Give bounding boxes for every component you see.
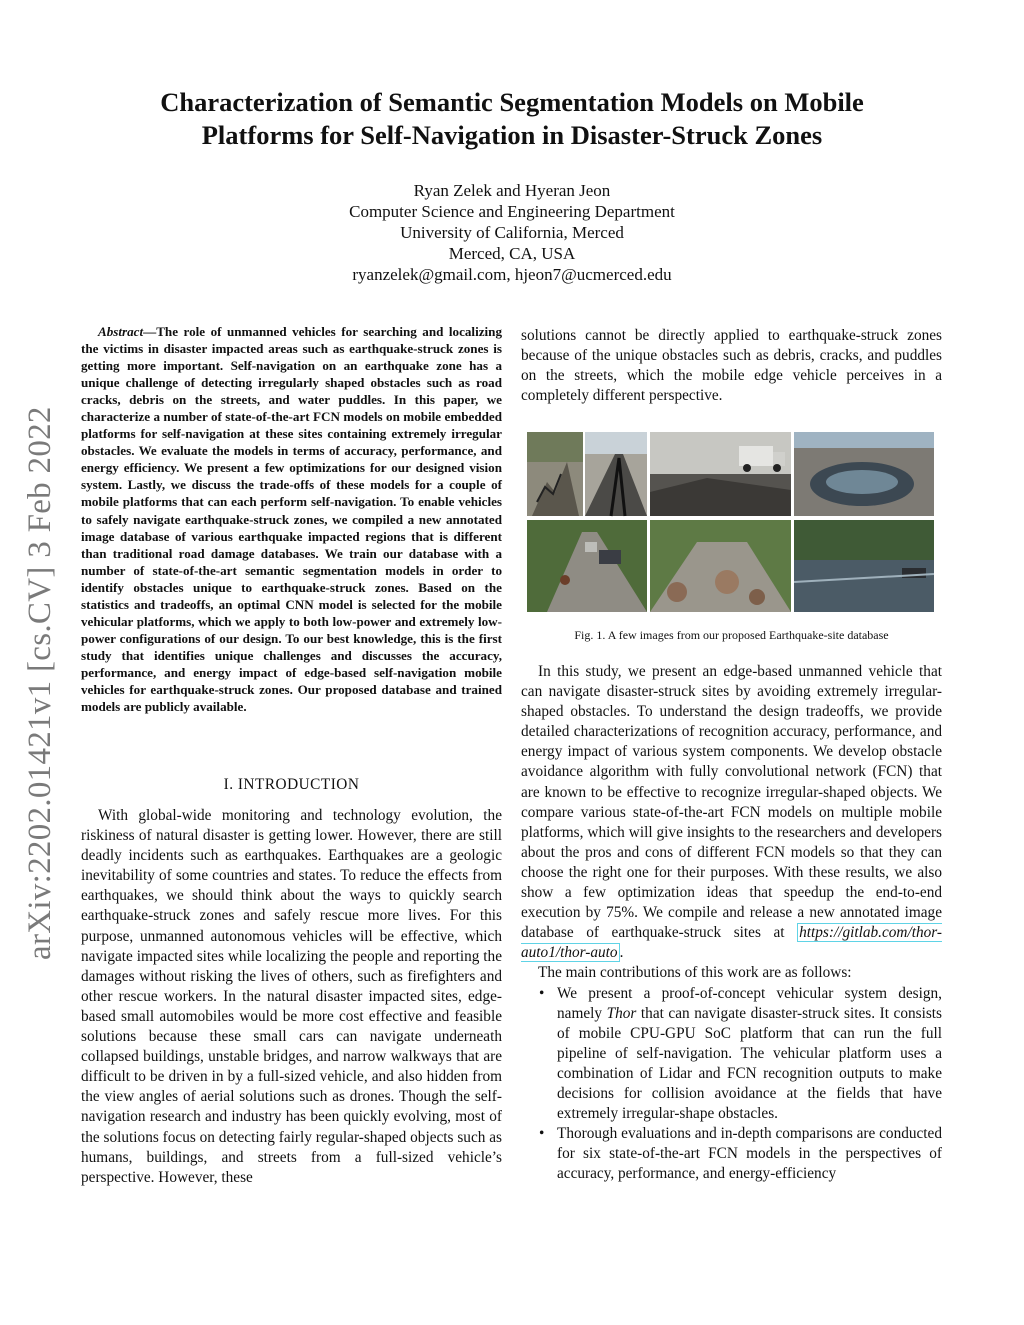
photo-sinkhole-puddle <box>794 432 934 516</box>
right-continuation-paragraph: solutions cannot be directly applied to earthquake-struck zones because of the unique obstacles such as debris, cracks, and puddles on the streets, which the mobile edge vehicle perceives in a completely different perspective. <box>521 327 942 405</box>
arxiv-identifier-stamp: arXiv:2202.01421v1 [cs.CV] 3 Feb 2022 <box>22 406 58 960</box>
contribution-1-post: that can navigate disaster-struck sites. It consists of mobile CPU-GPU SoC platform that can run the full pipeline of self-navigation. The vehicular platform uses a combination of Lidar and FCN recognition outputs to make decisions for collision avoidance at the fields that have extremely irregular-shape obstacles. <box>557 1004 942 1123</box>
list-item <box>521 984 942 1125</box>
photo-flooded-street <box>794 520 934 612</box>
author-location: Merced, CA, USA <box>448 244 576 263</box>
system-name: Thor <box>606 1004 637 1022</box>
contributions-intro: The main contributions of this work are as follows: <box>538 964 852 982</box>
figure-photo-mosaic <box>527 432 937 612</box>
right-column-top <box>521 326 942 406</box>
abstract <box>81 323 502 715</box>
photo-road-crack <box>527 432 583 516</box>
author-department: Computer Science and Engineering Department <box>349 202 675 221</box>
bullet-icon: • <box>539 1125 545 1143</box>
abstract-text: —The role of unmanned vehicles for searching and localizing the victims in disaster impacted areas such as earthquake-struck zones is getting more important. Self-navigation on an earthquake zone has a unique challenge of detecting irregularly shaped obstacles such as road cracks, debris on the streets, and water puddles. In this paper, we characterize a number of state-of-the-art FCN models on mobile embedded platforms for self-navigation at these sites containing extremely irregular obstacles. We evaluate the models in terms of accuracy, performance, and energy efficiency. We present a few optimizations for our designed vision system. Lastly, we discuss the trade-offs of these models for a couple of mobile platforms that can each perform self-navigation. To enable vehicles to safely navigate earthquake-struck zones, we compiled a new annotated image database of various earthquake impacted regions that is different than traditional road damage databases. We train our database with a number of state-of-the-art semantic segmentation models in order to identify obstacles unique to earthquake-struck zones. Based on the statistics and tradeoffs, an optimal CNN model is selected for the mobile vehicular platforms, which we apply to both low-power and extremely low-power configurations of our design. To our best knowledge, this is the first study that identifies unique challenges and discusses the accuracy, performance, and energy impact of edge-based self-navigation mobile vehicles for earthquake-struck zones. Our proposed database and trained models are publicly available. <box>81 324 502 715</box>
contribution-2: Thorough evaluations and in-depth comparisons are conducted for six state-of-the-art FCN models in the perspectives of accuracy, performance, and energy-efficiency <box>557 1125 942 1183</box>
photo-rescue-road <box>527 520 647 612</box>
study-text: In this study, we present an edge-based unmanned vehicle that can navigate disaster-struck sites by avoiding extremely irregular-shaped obstacles. To understand the design tradeoffs, we provide detailed characterizations of recognition accuracy, performance, and energy impact of various system components. We develop obstacle avoidance algorithm with fully convolutional network (FCN) that are known to be effective to recognize irregular-shaped objects. We compare various state-of-the-art FCN models on multiple mobile platforms, which will give insights to the researchers and developers about the pros and cons of different FCN models so that they can choose the right one for their purposes. With these results, we also show a few optimization ideas that speedup the end-to-end execution by 75%. We compile and release a new annotated image database of earthquake-struck sites at <box>521 663 942 942</box>
photo-collapsed-road-truck <box>650 432 791 516</box>
author-block <box>80 180 944 285</box>
paper-title <box>80 86 944 152</box>
author-university: University of California, Merced <box>400 223 624 242</box>
contributions-list <box>521 984 942 1185</box>
photo-split-road <box>585 432 647 516</box>
list-item <box>521 1124 942 1184</box>
photo-rockfall <box>650 520 791 612</box>
author-emails: ryanzelek@gmail.com, hjeon7@ucmerced.edu <box>352 265 672 284</box>
title-line-1: Characterization of Semantic Segmentation Models on Mobile <box>160 87 864 117</box>
contribution-1-pre: We present a proof-of-concept vehicular system design, namely <box>557 984 942 1022</box>
intro-column-left <box>81 806 502 1188</box>
author-names: Ryan Zelek and Hyeran Jeon <box>413 181 611 200</box>
intro-paragraph: With global-wide monitoring and technology evolution, the riskiness of natural disaster is getting lower. However, there are still deadly incidents such as earthquakes. Earthquakes are a geologic inevitability of some countries and states. To reduce the effects from earthquakes, we should think about the ways to quickly search earthquake-struck zones and safely rescue more lives. For this purpose, unmanned autonomous vehicles will be effective, which navigate impacted sites while localizing the people and reporting the damages without risking the lives of others, such as firefighters and other rescue workers. In the natural disaster impacted sites, edge-based small automobiles would be more cost effective and feasible solutions because these small cars can navigate underneath collapsed buildings, unstable bridges, and narrow walkways that are difficult to be driven in by a full-sized vehicle, and also hidden from the view angles of aerial solutions such as drones. Though the self-navigation research and industry has been quickly evolving, most of the solutions focus on detecting fairly regular-shaped objects such as humans, buildings, and streets from a full-sized vehicle’s perspective. However, these <box>81 807 502 1186</box>
title-line-2: Platforms for Self-Navigation in Disaster-Struck Zones <box>201 120 823 150</box>
study-paragraph: In this study, we present an edge-based unmanned vehicle that can navigate disaster-struck sites by avoiding extremely irregular-shaped obstacles. To understand the design tradeoffs, we provide detailed characterizations of recognition accuracy, performance, and energy impact of various system components. We develop obstacle avoidance algorithm with fully convolutional network (FCN) that are known to be effective to recognize irregular-shaped objects. We compare various state-of-the-art FCN models on multiple mobile platforms, which will give insights to the researchers and developers about the pros and cons of different FCN models so that they can choose the right one for their purposes. With these results, we also show a few optimization ideas that speedup the end-to-end execution by 75%. We compile and release a new annotated image database of earthquake-struck sites at https://gitlab.com/thor-auto1/thor-auto . <box>521 663 942 962</box>
section-heading-introduction: I. INTRODUCTION <box>223 776 360 793</box>
right-column-study <box>521 662 942 1184</box>
abstract-label: Abstract <box>98 324 144 339</box>
figure-caption: Fig. 1. A few images from our proposed Earthquake-site database <box>574 628 889 642</box>
bullet-icon: • <box>539 984 545 1002</box>
database-link[interactable]: https://gitlab.com/thor-auto1/thor-auto <box>521 924 942 962</box>
figure-earthquake-images <box>527 432 937 612</box>
